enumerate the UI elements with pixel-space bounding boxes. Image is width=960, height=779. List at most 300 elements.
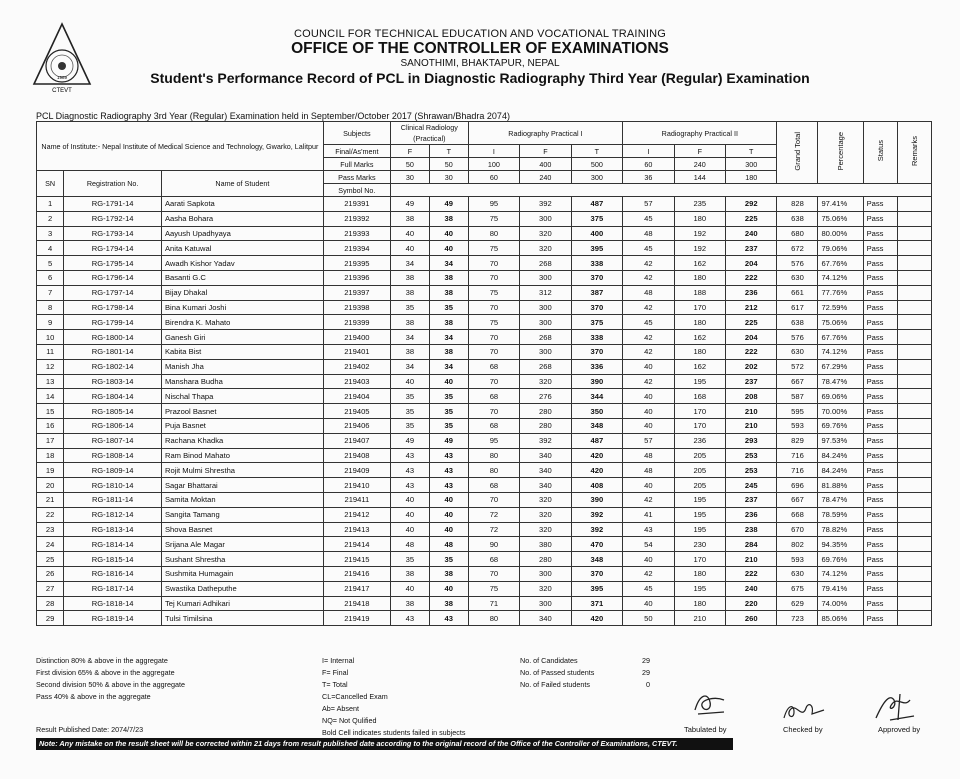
table-row xyxy=(37,226,932,241)
table-cell: 40 xyxy=(390,522,429,537)
table-cell: 280 xyxy=(520,418,571,433)
table-cell: Tej Kumari Adhikari xyxy=(161,596,323,611)
page-title: Student's Performance Record of PCL in Diagnostic Radiography Third Year (Regular) Examination xyxy=(150,70,810,86)
table-row xyxy=(37,418,932,433)
table-cell: 168 xyxy=(674,389,725,404)
table-cell: 338 xyxy=(571,330,623,345)
table-cell: 470 xyxy=(571,537,623,552)
table-cell: 38 xyxy=(429,315,468,330)
table-cell: 210 xyxy=(726,418,777,433)
table-cell: 40 xyxy=(429,241,468,256)
table-cell: 48 xyxy=(623,226,674,241)
table-cell: 74.12% xyxy=(818,566,863,581)
remarks-cell xyxy=(898,241,932,256)
table-cell: RG-1816-14 xyxy=(64,566,162,581)
checked-by-label: Checked by xyxy=(783,725,823,734)
table-cell: Pass xyxy=(863,330,898,345)
table-cell: 34 xyxy=(390,256,429,271)
table-cell: 75 xyxy=(468,581,519,596)
pass-mark: 36 xyxy=(623,171,674,184)
table-cell: Nischal Thapa xyxy=(161,389,323,404)
table-cell: 35 xyxy=(390,552,429,567)
table-cell: 210 xyxy=(726,404,777,419)
table-row xyxy=(37,566,932,581)
table-cell: 370 xyxy=(571,270,623,285)
table-cell: 40 xyxy=(390,507,429,522)
table-cell: 300 xyxy=(520,211,571,226)
full-mark: 400 xyxy=(520,158,571,171)
table-cell: 2 xyxy=(37,211,64,226)
table-cell: 40 xyxy=(623,359,674,374)
table-cell: Pass xyxy=(863,241,898,256)
table-cell: 670 xyxy=(777,522,818,537)
table-cell: 320 xyxy=(520,581,571,596)
table-cell: 42 xyxy=(623,492,674,507)
table-cell: Pass xyxy=(863,537,898,552)
table-cell: Bina Kumari Joshi xyxy=(161,300,323,315)
table-cell: 260 xyxy=(726,611,777,626)
table-cell: 72.59% xyxy=(818,300,863,315)
table-cell: 219395 xyxy=(323,256,390,271)
table-cell: 312 xyxy=(520,285,571,300)
table-cell: 80 xyxy=(468,448,519,463)
table-cell: 38 xyxy=(429,285,468,300)
table-cell: Sangita Tamang xyxy=(161,507,323,522)
table-cell: 672 xyxy=(777,241,818,256)
subject-clinical-radiology: Clinical Radiology (Practical) xyxy=(390,122,468,145)
table-cell: 420 xyxy=(571,463,623,478)
table-cell: Pass xyxy=(863,552,898,567)
table-cell: 15 xyxy=(37,404,64,419)
table-cell: 205 xyxy=(674,448,725,463)
table-cell: 370 xyxy=(571,344,623,359)
table-cell: 220 xyxy=(726,596,777,611)
remarks-cell xyxy=(898,581,932,596)
table-cell: 236 xyxy=(726,507,777,522)
table-cell: 219412 xyxy=(323,507,390,522)
table-cell: 219399 xyxy=(323,315,390,330)
table-cell: 40 xyxy=(390,374,429,389)
table-cell: 638 xyxy=(777,315,818,330)
table-cell: 48 xyxy=(623,285,674,300)
table-cell: RG-1799-14 xyxy=(64,315,162,330)
remarks-cell xyxy=(898,492,932,507)
table-cell: 7 xyxy=(37,285,64,300)
table-cell: Tulsi Timilsina xyxy=(161,611,323,626)
count-passed-label: No. of Passed students xyxy=(520,668,595,677)
table-cell: Pass xyxy=(863,211,898,226)
table-cell: 1 xyxy=(37,197,64,212)
table-cell: 34 xyxy=(429,256,468,271)
table-cell: 188 xyxy=(674,285,725,300)
table-cell: 79.41% xyxy=(818,581,863,596)
pass-mark: 180 xyxy=(726,171,777,184)
table-cell: 34 xyxy=(390,330,429,345)
remarks-cell xyxy=(898,611,932,626)
table-row xyxy=(37,330,932,345)
table-cell: 210 xyxy=(674,611,725,626)
table-cell: 630 xyxy=(777,270,818,285)
correction-note: Note: Any mistake on the result sheet will be corrected within 21 days from result published date according to the original record of the Office of the Controller of Examinations, CTEVT. xyxy=(36,738,733,750)
table-cell: 280 xyxy=(520,552,571,567)
table-row xyxy=(37,478,932,493)
table-cell: 300 xyxy=(520,596,571,611)
table-cell: 630 xyxy=(777,566,818,581)
table-cell: 26 xyxy=(37,566,64,581)
remarks-cell xyxy=(898,315,932,330)
full-mark: 60 xyxy=(623,158,674,171)
table-cell: 219394 xyxy=(323,241,390,256)
table-cell: 67.76% xyxy=(818,256,863,271)
table-cell: Aasha Bohara xyxy=(161,211,323,226)
checked-signature xyxy=(780,700,830,724)
status-header xyxy=(863,122,898,184)
percentage-label: Percentage xyxy=(836,131,846,171)
table-cell: RG-1819-14 xyxy=(64,611,162,626)
table-cell: 716 xyxy=(777,448,818,463)
table-cell: 42 xyxy=(623,270,674,285)
table-cell: 24 xyxy=(37,537,64,552)
table-row xyxy=(37,507,932,522)
table-cell: 276 xyxy=(520,389,571,404)
table-cell: 576 xyxy=(777,330,818,345)
remarks-cell xyxy=(898,596,932,611)
table-cell: 19 xyxy=(37,463,64,478)
table-cell: 219419 xyxy=(323,611,390,626)
table-cell: 38 xyxy=(390,270,429,285)
table-cell: RG-1805-14 xyxy=(64,404,162,419)
table-cell: Pass xyxy=(863,226,898,241)
table-cell: 219415 xyxy=(323,552,390,567)
table-cell: 195 xyxy=(674,507,725,522)
table-cell: 35 xyxy=(429,418,468,433)
table-cell: 16 xyxy=(37,418,64,433)
table-cell: 43 xyxy=(429,448,468,463)
table-cell: 638 xyxy=(777,211,818,226)
pass-mark: 30 xyxy=(390,171,429,184)
table-cell: 72 xyxy=(468,522,519,537)
logo-year: 1989 xyxy=(56,75,68,80)
table-cell: RG-1807-14 xyxy=(64,433,162,448)
table-cell: 320 xyxy=(520,226,571,241)
table-cell: Rojit Mulmi Shrestha xyxy=(161,463,323,478)
table-cell: 212 xyxy=(726,300,777,315)
division-pass: Pass 40% & above in the aggregate xyxy=(36,692,151,701)
part-label: T xyxy=(726,145,777,158)
table-row xyxy=(37,433,932,448)
table-cell: 487 xyxy=(571,197,623,212)
table-cell: RG-1801-14 xyxy=(64,344,162,359)
remarks-cell xyxy=(898,226,932,241)
table-cell: 219396 xyxy=(323,270,390,285)
table-cell: 13 xyxy=(37,374,64,389)
table-cell: 680 xyxy=(777,226,818,241)
approved-signature xyxy=(870,690,920,724)
table-cell: Pass xyxy=(863,433,898,448)
table-cell: 180 xyxy=(674,596,725,611)
table-cell: 205 xyxy=(674,463,725,478)
table-cell: 38 xyxy=(429,344,468,359)
table-cell: Pass xyxy=(863,522,898,537)
table-cell: 8 xyxy=(37,300,64,315)
table-cell: 38 xyxy=(390,315,429,330)
reg-no-label: Registration No. xyxy=(64,171,162,197)
table-cell: 75 xyxy=(468,211,519,226)
table-cell: 49 xyxy=(429,197,468,212)
table-cell: 661 xyxy=(777,285,818,300)
table-cell: 225 xyxy=(726,211,777,226)
table-cell: RG-1812-14 xyxy=(64,507,162,522)
table-cell: 90 xyxy=(468,537,519,552)
table-cell: 576 xyxy=(777,256,818,271)
table-cell: Pass xyxy=(863,389,898,404)
table-cell: 219417 xyxy=(323,581,390,596)
pass-marks-label: Pass Marks xyxy=(323,171,390,184)
table-cell: 253 xyxy=(726,448,777,463)
table-cell: 219402 xyxy=(323,359,390,374)
table-cell: 25 xyxy=(37,552,64,567)
table-cell: 43 xyxy=(429,611,468,626)
table-cell: 237 xyxy=(726,374,777,389)
table-cell: 40 xyxy=(623,552,674,567)
table-cell: 205 xyxy=(674,478,725,493)
table-cell: 348 xyxy=(571,552,623,567)
table-cell: 95 xyxy=(468,197,519,212)
table-cell: 35 xyxy=(429,389,468,404)
table-cell: 802 xyxy=(777,537,818,552)
subject-radiography-practical-1: Radiography Practical I xyxy=(468,122,622,145)
table-cell: 268 xyxy=(520,330,571,345)
remarks-cell xyxy=(898,433,932,448)
table-cell: 38 xyxy=(429,211,468,226)
legend-cancelled: CL=Cancelled Exam xyxy=(322,692,388,701)
table-cell: 219397 xyxy=(323,285,390,300)
legend-not-qualified: NQ= Not Qulified xyxy=(322,716,377,725)
table-cell: 162 xyxy=(674,256,725,271)
remarks-cell xyxy=(898,448,932,463)
table-cell: 320 xyxy=(520,492,571,507)
table-cell: 219392 xyxy=(323,211,390,226)
count-failed-label: No. of Failed students xyxy=(520,680,590,689)
table-row xyxy=(37,300,932,315)
table-cell: Awadh Kishor Yadav xyxy=(161,256,323,271)
table-cell: 68 xyxy=(468,552,519,567)
table-cell: 392 xyxy=(520,433,571,448)
table-cell: 219407 xyxy=(323,433,390,448)
table-cell: RG-1815-14 xyxy=(64,552,162,567)
table-cell: 80 xyxy=(468,463,519,478)
part-label: T xyxy=(429,145,468,158)
table-cell: Pass xyxy=(863,448,898,463)
part-label: I xyxy=(468,145,519,158)
table-cell: 40 xyxy=(429,374,468,389)
table-cell: 300 xyxy=(520,270,571,285)
table-cell: Manshara Budha xyxy=(161,374,323,389)
table-cell: Manish Jha xyxy=(161,359,323,374)
remarks-cell xyxy=(898,300,932,315)
table-cell: 696 xyxy=(777,478,818,493)
table-cell: 340 xyxy=(520,611,571,626)
table-cell: 38 xyxy=(429,596,468,611)
tabulated-signature xyxy=(690,688,730,718)
table-row xyxy=(37,581,932,596)
remarks-header xyxy=(898,122,932,184)
table-cell: 204 xyxy=(726,330,777,345)
remarks-cell xyxy=(898,418,932,433)
table-cell: 34 xyxy=(390,359,429,374)
table-cell: 387 xyxy=(571,285,623,300)
table-row xyxy=(37,241,932,256)
table-cell: 420 xyxy=(571,611,623,626)
full-mark: 500 xyxy=(571,158,623,171)
table-cell: 593 xyxy=(777,418,818,433)
table-cell: 75.06% xyxy=(818,211,863,226)
table-cell: 230 xyxy=(674,537,725,552)
table-row xyxy=(37,197,932,212)
table-row xyxy=(37,256,932,271)
table-row xyxy=(37,211,932,226)
table-cell: 225 xyxy=(726,315,777,330)
table-cell: 35 xyxy=(390,418,429,433)
table-cell: Pass xyxy=(863,596,898,611)
table-cell: 75 xyxy=(468,315,519,330)
table-cell: 45 xyxy=(623,241,674,256)
table-cell: 40 xyxy=(429,492,468,507)
table-cell: 392 xyxy=(571,522,623,537)
table-cell: 300 xyxy=(520,300,571,315)
table-cell: 94.35% xyxy=(818,537,863,552)
table-cell: Sushant Shrestha xyxy=(161,552,323,567)
table-cell: 219405 xyxy=(323,404,390,419)
table-cell: 20 xyxy=(37,478,64,493)
table-cell: 253 xyxy=(726,463,777,478)
pass-mark: 144 xyxy=(674,171,725,184)
table-cell: 630 xyxy=(777,344,818,359)
remarks-cell xyxy=(898,522,932,537)
table-cell: 79.06% xyxy=(818,241,863,256)
table-cell: 70 xyxy=(468,330,519,345)
table-cell: 42 xyxy=(623,300,674,315)
division-second: Second division 50% & above in the aggregate xyxy=(36,680,186,689)
table-cell: 29 xyxy=(37,611,64,626)
table-cell: 240 xyxy=(726,226,777,241)
table-cell: 219400 xyxy=(323,330,390,345)
table-cell: 38 xyxy=(390,344,429,359)
table-cell: 22 xyxy=(37,507,64,522)
table-cell: 237 xyxy=(726,241,777,256)
table-cell: 245 xyxy=(726,478,777,493)
pass-mark: 30 xyxy=(429,171,468,184)
table-cell: Shova Basnet xyxy=(161,522,323,537)
count-failed-value: 0 xyxy=(646,680,650,689)
table-cell: Pass xyxy=(863,581,898,596)
table-cell: 95 xyxy=(468,433,519,448)
table-cell: 420 xyxy=(571,448,623,463)
table-cell: 42 xyxy=(623,344,674,359)
table-cell: 40 xyxy=(390,226,429,241)
table-cell: 49 xyxy=(390,433,429,448)
pass-mark: 60 xyxy=(468,171,519,184)
table-cell: 43 xyxy=(390,611,429,626)
table-cell: RG-1802-14 xyxy=(64,359,162,374)
table-cell: 67.29% xyxy=(818,359,863,374)
remarks-cell xyxy=(898,211,932,226)
table-cell: 42 xyxy=(623,374,674,389)
table-cell: 219401 xyxy=(323,344,390,359)
table-cell: 74.00% xyxy=(818,596,863,611)
table-cell: 34 xyxy=(429,359,468,374)
table-cell: 370 xyxy=(571,300,623,315)
table-cell: 219411 xyxy=(323,492,390,507)
final-asment-label: Final/As'ment xyxy=(323,145,390,158)
table-cell: Pass xyxy=(863,374,898,389)
table-cell: Pass xyxy=(863,492,898,507)
table-cell: 14 xyxy=(37,389,64,404)
table-row xyxy=(37,552,932,567)
table-cell: 192 xyxy=(674,241,725,256)
table-cell: 572 xyxy=(777,359,818,374)
table-cell: 180 xyxy=(674,566,725,581)
table-cell: 219416 xyxy=(323,566,390,581)
table-cell: 38 xyxy=(429,566,468,581)
table-cell: 75 xyxy=(468,241,519,256)
table-row xyxy=(37,374,932,389)
table-cell: 80 xyxy=(468,226,519,241)
table-cell: 57 xyxy=(623,197,674,212)
remarks-cell xyxy=(898,537,932,552)
table-cell: 236 xyxy=(674,433,725,448)
table-cell: 74.12% xyxy=(818,270,863,285)
table-cell: 78.47% xyxy=(818,374,863,389)
full-mark: 300 xyxy=(726,158,777,171)
table-cell: 219414 xyxy=(323,537,390,552)
remarks-cell xyxy=(898,270,932,285)
pass-mark: 240 xyxy=(520,171,571,184)
table-row xyxy=(37,596,932,611)
table-cell: 70 xyxy=(468,300,519,315)
table-cell: 68 xyxy=(468,478,519,493)
table-cell: 320 xyxy=(520,522,571,537)
table-cell: 43 xyxy=(390,448,429,463)
table-cell: 68 xyxy=(468,359,519,374)
table-cell: RG-1794-14 xyxy=(64,241,162,256)
remarks-cell xyxy=(898,478,932,493)
table-cell: 97.53% xyxy=(818,433,863,448)
count-candidates-value: 29 xyxy=(642,656,650,665)
division-first: First division 65% & above in the aggregate xyxy=(36,668,175,677)
table-cell: 395 xyxy=(571,241,623,256)
table-cell: 487 xyxy=(571,433,623,448)
table-cell: Basanti G.C xyxy=(161,270,323,285)
full-mark: 50 xyxy=(429,158,468,171)
table-cell: 195 xyxy=(674,522,725,537)
table-cell: 375 xyxy=(571,211,623,226)
subject-radiography-practical-2: Radiography Practical II xyxy=(623,122,777,145)
count-candidates-label: No. of Candidates xyxy=(520,656,578,665)
table-cell: 219409 xyxy=(323,463,390,478)
table-cell: 84.24% xyxy=(818,463,863,478)
table-cell: Pass xyxy=(863,463,898,478)
table-cell: 219404 xyxy=(323,389,390,404)
table-cell: 340 xyxy=(520,448,571,463)
table-cell: 300 xyxy=(520,566,571,581)
table-cell: 300 xyxy=(520,315,571,330)
remarks-cell xyxy=(898,463,932,478)
table-cell: RG-1796-14 xyxy=(64,270,162,285)
table-cell: RG-1818-14 xyxy=(64,596,162,611)
table-cell: 74.12% xyxy=(818,344,863,359)
table-row xyxy=(37,448,932,463)
